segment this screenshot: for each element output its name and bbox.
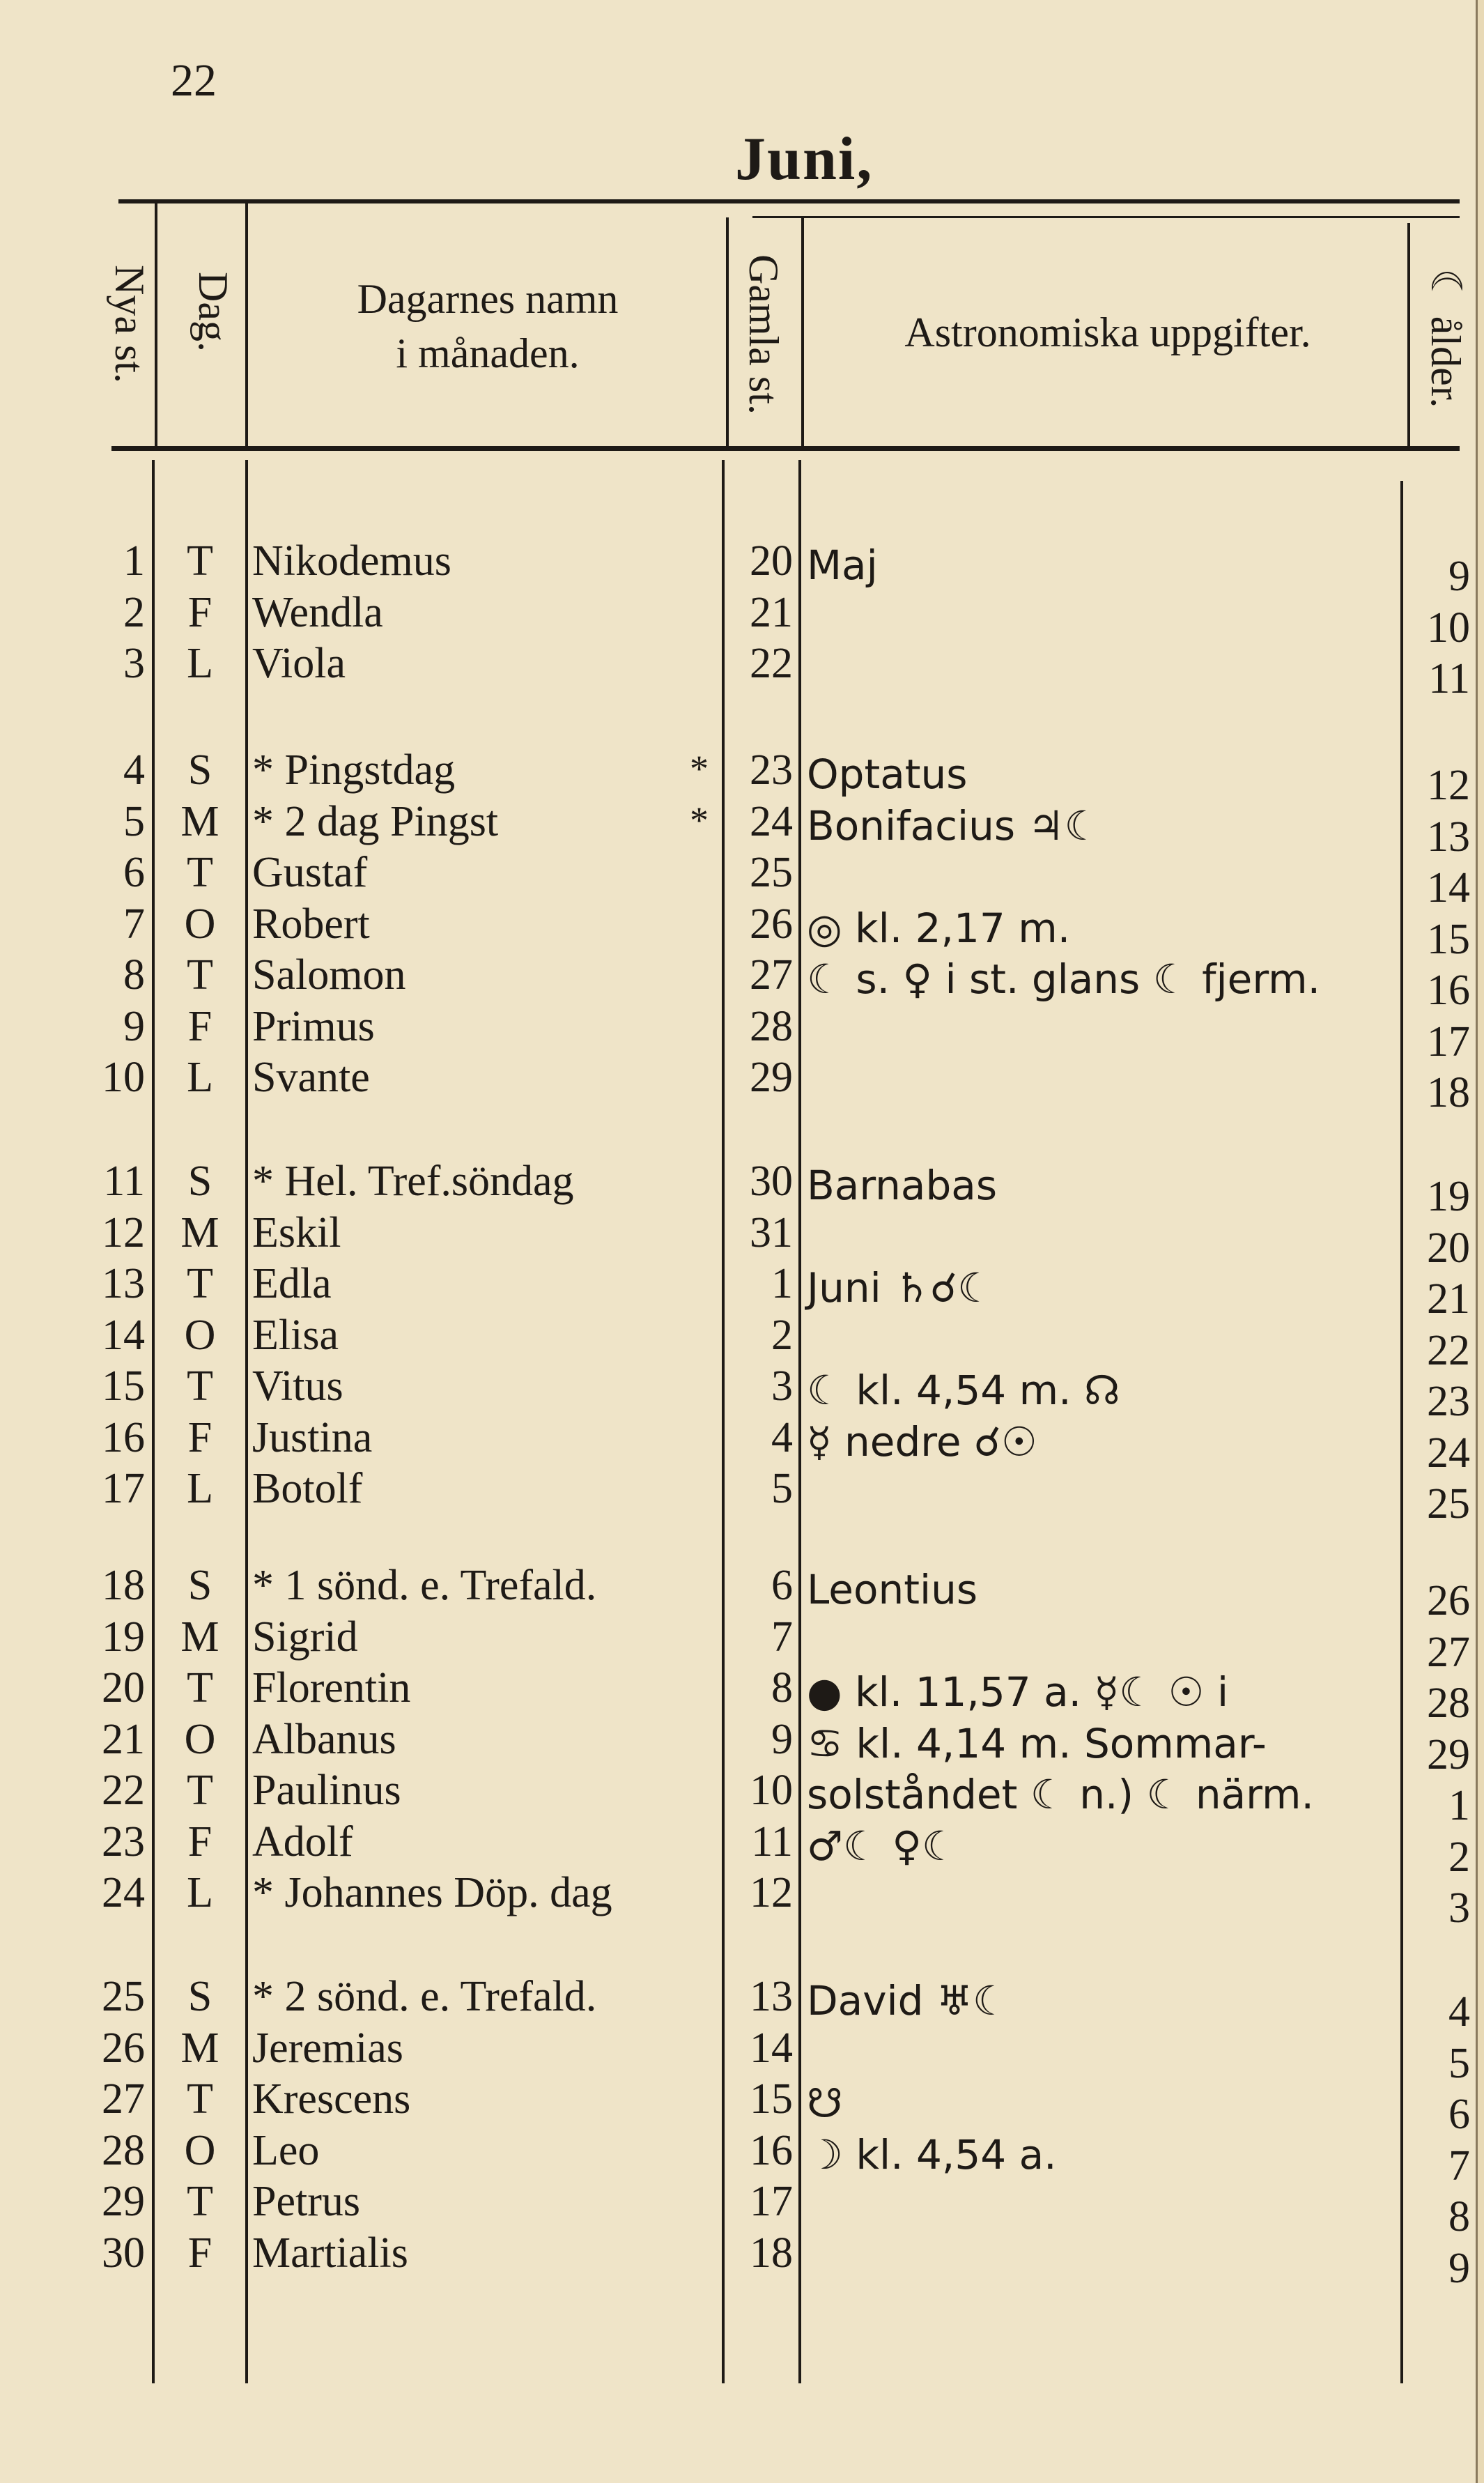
weekday-letter: T [187,1362,213,1410]
day-number: 22 [102,1767,145,1814]
day-name: Justina [252,1413,373,1461]
day-name: Primus [252,1002,375,1050]
old-style-date: 13 [750,1973,793,2020]
astronomical-note: Juni ♄☌☾ [807,1264,994,1312]
column-divider [1400,481,1403,2383]
weekday-letter: T [187,1767,213,1814]
weekday-letter: T [187,2075,213,2123]
page-number: 22 [171,55,217,106]
day-name: Botolf [252,1465,363,1512]
header-names [265,272,711,380]
old-style-date: 24 [750,797,793,845]
old-style-date: 9 [771,1715,793,1763]
weekday-letter: T [187,1260,213,1307]
day-name: Svante [252,1054,370,1101]
moon-age: 2 [1448,1833,1470,1881]
weekday-letter: M [180,2024,219,2072]
moon-age: 15 [1427,915,1470,963]
weekday-letter: T [187,1664,213,1712]
weekday-letter: L [187,640,213,687]
moon-age: 5 [1448,2039,1470,2087]
moon-age: 21 [1427,1275,1470,1323]
weekday-letter: M [180,1208,219,1256]
old-style-date: 18 [750,2229,793,2277]
holiday-star: * [690,799,709,841]
moon-age: 12 [1427,762,1470,809]
weekday-letter: L [187,1054,213,1101]
astronomical-note: ♋ kl. 4,14 m. Sommar- [807,1719,1267,1767]
header-divider [155,203,157,446]
page-edge [1476,0,1484,2483]
astronomical-note: Bonifacius ♃☾ [807,801,1101,850]
astronomical-note: ☿ nedre ☌☉ [807,1417,1037,1466]
day-name: * Pingstdag [252,746,456,794]
astronomical-note: Optatus [807,751,968,798]
moon-age: 10 [1427,604,1470,652]
moon-age: 1 [1448,1782,1470,1829]
moon-age: 13 [1427,813,1470,861]
old-style-date: 12 [750,1869,793,1916]
column-divider [798,460,801,2383]
weekday-letter: F [187,1413,212,1461]
day-number: 17 [102,1465,145,1512]
day-name: Viola [252,640,346,687]
astronomical-note: ♂☾ ♀☾ [807,1822,958,1870]
moon-age: 16 [1427,967,1470,1014]
astronomical-note: Maj [807,541,878,589]
weekday-letter: M [180,1613,219,1661]
moon-age: 23 [1427,1378,1470,1425]
weekday-letter: F [187,1817,212,1866]
day-name: Gustaf [252,849,368,896]
moon-age: 4 [1448,1988,1470,2036]
moon-age: 17 [1427,1017,1470,1066]
moon-age: 9 [1448,2244,1470,2292]
old-style-date: 14 [750,2024,793,2072]
holiday-star: * [690,748,709,790]
day-number: 12 [102,1208,145,1256]
weekday-letter: O [184,1311,216,1359]
header-astro: Astronomiska uppgifter. [904,309,1311,355]
weekday-letter: L [187,1869,213,1916]
day-number: 16 [102,1413,145,1461]
weekday-letter: S [187,1158,212,1205]
weekday-letter: F [187,2229,212,2277]
day-number: 7 [123,900,145,948]
moon-age: 25 [1427,1480,1470,1528]
day-number: 14 [102,1311,145,1359]
header-rule-bottom [111,446,1460,451]
moon-age: 20 [1427,1224,1470,1272]
day-number: 20 [102,1664,145,1712]
moon-age: 3 [1448,1884,1470,1932]
weekday-letter: T [187,537,213,585]
day-number: 21 [102,1715,145,1763]
astronomical-note: ● kl. 11,57 a. ☿☾ ☉ i [807,1668,1229,1716]
moon-age: 22 [1427,1326,1470,1374]
old-style-date: 6 [771,1562,793,1609]
day-name: Jeremias [252,2024,403,2072]
day-number: 13 [102,1260,145,1307]
header-names-line2: i månaden. [396,330,580,376]
astronomical-note: solståndet ☾ n.) ☾ närm. [807,1771,1314,1818]
old-style-date: 11 [751,1817,793,1866]
day-name: * Johannes Döp. dag [252,1869,612,1916]
weekday-letter: F [187,1002,212,1050]
day-name: Albanus [252,1715,396,1763]
weekday-letter: M [180,797,219,845]
day-number: 29 [102,2178,145,2225]
moon-age: 29 [1427,1730,1470,1778]
day-number: 2 [123,588,145,636]
old-style-date: 5 [771,1465,793,1512]
day-name: * Hel. Tref.söndag [252,1158,574,1205]
old-style-date: 20 [750,537,793,585]
weekday-letter: T [187,951,213,999]
old-style-date: 3 [771,1362,793,1410]
old-style-date: 16 [750,2126,793,2174]
day-name: Elisa [252,1311,339,1359]
weekday-letter: L [187,1465,213,1512]
old-style-date: 29 [750,1054,793,1101]
weekday-letter: S [187,746,212,794]
moon-age: 9 [1448,553,1470,600]
astronomical-note: Barnabas [807,1162,998,1209]
day-name: Sigrid [252,1613,358,1661]
old-style-date: 28 [750,1002,793,1050]
old-style-date: 22 [750,640,793,687]
day-name: Wendla [252,588,383,636]
header-dag: Dag. [190,272,236,352]
weekday-letter: T [187,2178,213,2225]
day-name: Petrus [252,2178,360,2225]
old-style-date: 8 [771,1664,793,1712]
astronomical-note: Leontius [807,1566,978,1613]
old-style-date: 23 [750,746,793,794]
header-divider [801,217,804,446]
day-number: 24 [102,1869,145,1916]
moon-age: 6 [1448,2091,1470,2138]
column-divider [152,460,155,2383]
day-number: 10 [102,1054,145,1101]
moon-age: 24 [1427,1429,1470,1477]
old-style-date: 25 [750,849,793,896]
old-style-date: 21 [750,588,793,636]
day-name: * 2 dag Pingst [252,797,499,845]
day-number: 5 [123,797,145,845]
weekday-letter: O [184,900,216,948]
weekday-letter: O [184,1715,216,1763]
month-title: Juni, [735,125,874,193]
day-name: Leo [252,2126,320,2174]
day-number: 26 [102,2024,145,2072]
old-style-date: 26 [750,900,793,948]
day-name: * 1 sönd. e. Trefald. [252,1562,597,1609]
header-gamla-st: Gamla st. [741,254,787,415]
day-number: 28 [102,2126,145,2174]
header-divider [1407,223,1410,446]
day-name: Florentin [252,1664,411,1712]
weekday-letter: T [187,849,213,896]
day-name: Adolf [252,1817,353,1866]
old-style-date: 10 [750,1767,793,1814]
column-divider [245,460,248,2383]
day-number: 9 [123,1002,145,1050]
moon-age: 11 [1428,655,1470,702]
day-name: Salomon [252,951,406,999]
header-divider [245,203,248,446]
day-name: Robert [252,900,370,948]
moon-age: 8 [1448,2193,1470,2240]
moon-age: 14 [1427,864,1470,912]
moon-age: 18 [1427,1069,1470,1116]
old-style-date: 2 [771,1311,793,1359]
day-number: 27 [102,2075,145,2123]
old-style-date: 15 [750,2075,793,2123]
old-style-date: 4 [771,1413,793,1461]
header-rule-top [118,199,1460,203]
astronomical-note: David ♅☾ [807,1977,1009,2024]
astronomical-note: ☾ s. ♀ i st. glans ☾ fjerm. [807,955,1321,1003]
moon-age: 28 [1427,1679,1470,1727]
old-style-date: 30 [750,1158,793,1205]
day-number: 30 [102,2229,145,2277]
weekday-letter: O [184,2126,216,2174]
moon-age: 19 [1427,1173,1470,1220]
old-style-date: 1 [771,1260,793,1307]
old-style-date: 17 [750,2178,793,2225]
day-name: Nikodemus [252,537,451,585]
weekday-letter: S [187,1973,212,2020]
astronomical-note: ◎ kl. 2,17 m. [807,904,1071,952]
moon-age: 26 [1427,1577,1470,1624]
day-name: Edla [252,1260,332,1307]
day-name: Eskil [252,1208,341,1256]
day-number: 8 [123,951,145,999]
astronomical-note: ☾ kl. 4,54 m. ☊ [807,1367,1120,1414]
header-rule-top-right [752,216,1460,218]
header-names-line1: Dagarnes namn [357,276,619,322]
astronomical-note: ☋ [807,2080,843,2127]
day-number: 3 [123,640,145,687]
day-name: * 2 sönd. e. Trefald. [252,1973,597,2020]
old-style-date: 31 [750,1208,793,1256]
day-name: Vitus [252,1362,343,1410]
day-number: 19 [102,1613,145,1661]
day-number: 25 [102,1973,145,2020]
day-name: Martialis [252,2229,408,2277]
day-name: Paulinus [252,1767,401,1814]
day-number: 4 [123,746,145,794]
moon-age: 7 [1448,2142,1470,2190]
day-number: 1 [123,537,145,585]
header-nya-st: Nya st. [107,265,153,383]
header-alder: ☾ ålder. [1423,268,1469,408]
day-number: 11 [103,1158,145,1205]
day-name: Krescens [252,2075,411,2123]
weekday-letter: S [187,1562,212,1609]
day-number: 18 [102,1562,145,1609]
day-number: 6 [123,849,145,896]
old-style-date: 7 [771,1613,793,1661]
weekday-letter: F [187,588,212,636]
old-style-date: 27 [750,951,793,999]
day-number: 15 [102,1362,145,1410]
astronomical-note: ☽ kl. 4,54 a. [807,2130,1057,2178]
header-divider [726,217,729,446]
moon-age: 27 [1427,1628,1470,1676]
day-number: 23 [102,1817,145,1866]
